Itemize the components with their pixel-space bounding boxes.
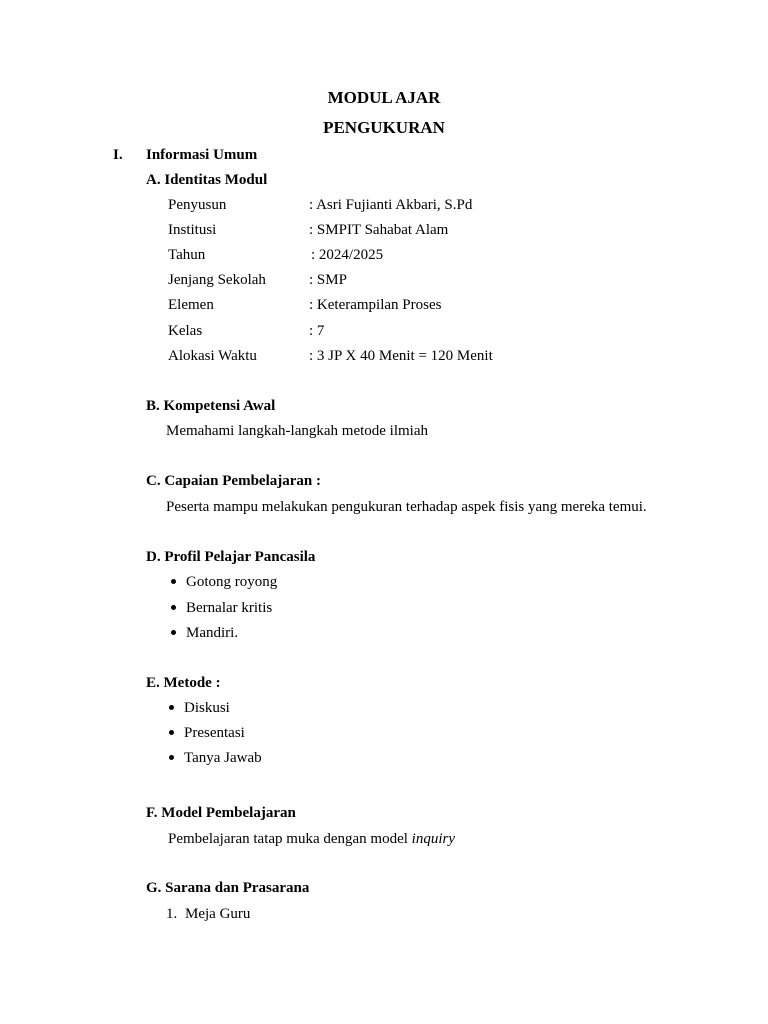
profil-item-2: Bernalar kritis bbox=[186, 600, 273, 616]
section-f-heading: F. Model Pembelajaran bbox=[146, 805, 296, 821]
identity-label-tahun: Tahun bbox=[168, 247, 206, 263]
section-e-heading: E. Metode : bbox=[146, 675, 221, 691]
identity-value-jenjang: : SMP bbox=[309, 272, 347, 288]
section-g-heading: G. Sarana dan Prasarana bbox=[146, 880, 310, 896]
identity-value-kelas: : 7 bbox=[309, 323, 325, 339]
section-c-text: Peserta mampu melakukan pengukuran terhadap aspek fisis yang mereka temui. bbox=[166, 499, 647, 515]
metode-item-2: Presentasi bbox=[184, 725, 245, 741]
bullet-icon bbox=[169, 730, 174, 735]
identity-label-alokasi: Alokasi Waktu bbox=[168, 348, 257, 364]
bullet-icon bbox=[171, 605, 176, 610]
profil-item-3: Mandiri. bbox=[186, 625, 239, 641]
sarana-item-1-number: 1. bbox=[166, 906, 178, 922]
identity-label-kelas: Kelas bbox=[168, 323, 203, 339]
identity-value-elemen: : Keterampilan Proses bbox=[309, 297, 442, 313]
section-b-text: Memahami langkah-langkah metode ilmiah bbox=[166, 423, 429, 439]
section-f-text bbox=[168, 832, 455, 847]
section-d-heading: D. Profil Pelajar Pancasila bbox=[146, 549, 316, 565]
section-c-heading: C. Capaian Pembelajaran : bbox=[146, 473, 321, 489]
document-subtitle: PENGUKURAN bbox=[323, 118, 445, 137]
section-b-heading: B. Kompetensi Awal bbox=[146, 398, 276, 414]
sarana-item-1-text: Meja Guru bbox=[185, 906, 251, 922]
profil-item-1: Gotong royong bbox=[186, 574, 278, 590]
section-f-text-italic: inquiry bbox=[411, 831, 456, 847]
identity-label-jenjang: Jenjang Sekolah bbox=[168, 272, 266, 288]
bullet-icon bbox=[171, 630, 176, 635]
section-i-number: I. bbox=[113, 147, 123, 163]
identity-label-elemen: Elemen bbox=[168, 297, 214, 313]
identity-value-penyusun: : Asri Fujianti Akbari, S.Pd bbox=[309, 197, 473, 213]
section-f-text-prefix: Pembelajaran tatap muka dengan model bbox=[168, 831, 412, 847]
section-a-heading: A. Identitas Modul bbox=[146, 172, 268, 188]
bullet-icon bbox=[171, 579, 176, 584]
section-i-heading: Informasi Umum bbox=[146, 147, 258, 163]
document-title: MODUL AJAR bbox=[327, 88, 441, 107]
identity-label-penyusun: Penyusun bbox=[168, 197, 227, 213]
bullet-icon bbox=[169, 755, 174, 760]
bullet-icon bbox=[169, 705, 174, 710]
metode-item-1: Diskusi bbox=[184, 700, 230, 716]
identity-value-alokasi: : 3 JP X 40 Menit = 120 Menit bbox=[309, 348, 493, 364]
identity-value-institusi: : SMPIT Sahabat Alam bbox=[309, 222, 449, 238]
identity-value-tahun: : 2024/2025 bbox=[311, 247, 384, 263]
metode-item-3: Tanya Jawab bbox=[184, 750, 262, 766]
identity-label-institusi: Institusi bbox=[168, 222, 217, 238]
